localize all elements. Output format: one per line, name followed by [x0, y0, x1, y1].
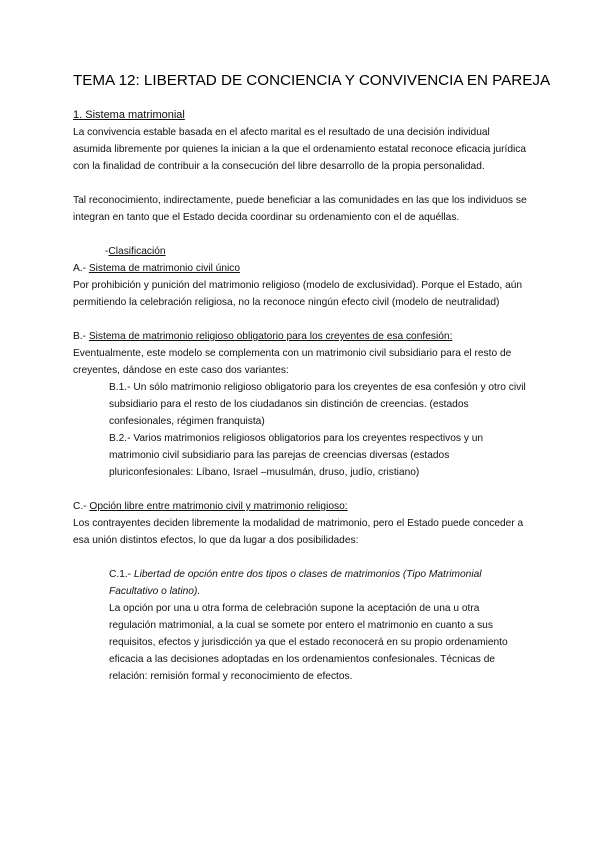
heading-c1-label: Libertad de opción entre dos tipos o clases de matrimonios (Tipo Matrimonial Facultativo o latino). [109, 569, 482, 597]
heading-c1 [73, 566, 528, 600]
heading-a-label: Sistema de matrimonio civil único [88, 263, 241, 274]
document-title: TEMA 12: LIBERTAD DE CONCIENCIA Y CONVIVENCIA EN PAREJA [73, 72, 551, 89]
paragraph-b1: B.1.- Un sólo matrimonio religioso obligatorio para los creyentes de esa confesión y otro civil subsidiario para el resto de los ciudadanos sin distinción de creencias. (estados confesionales, régimen franquista) [109, 382, 526, 427]
document-page [73, 72, 551, 685]
section-heading-sistema-matrimonial: 1. Sistema matrimonial [73, 109, 185, 121]
clasificacion-prefix: - [105, 246, 109, 257]
heading-a [73, 260, 528, 277]
paragraph-c1: La opción por una u otra forma de celebración supone la aceptación de una u otra regulación matrimonial, a la cual se somete por entero el matrimonio en cuanto a sus requisitos, efectos y jurisdicción ya que el estado reconocerá en su propio ordenamiento eficacia a las decisiones adoptadas en los ordenamientos confesionales. Técnicas de relación: remisión formal y reconocimiento de efectos. [109, 603, 508, 682]
paragraph-b: Eventualmente, este modelo se complementa con un matrimonio civil subsidiario para el resto de creyentes, dándose en este caso dos variantes: [73, 348, 512, 376]
clasificacion-label: Clasificación [108, 246, 166, 257]
heading-c-label: Opción libre entre matrimonio civil y matrimonio religioso: [89, 501, 348, 512]
paragraph-convivencia: La convivencia estable basada en el afecto marital es el resultado de una decisión individual asumida libremente por quienes la inician a la que el ordenamiento estatal reconoce eficacia jurídica con la finalidad de contribuir a la consecución del libre desarrollo de la propia personalidad. [73, 127, 527, 172]
heading-a-prefix: A.- [73, 263, 89, 274]
heading-b-prefix: B.- [73, 331, 89, 342]
paragraph-reconocimiento: Tal reconocimiento, indirectamente, puede beneficiar a las comunidades en las que los individuos se integran en tanto que el Estado decida coordinar su ordenamiento con el de aquéllas. [73, 195, 527, 223]
heading-c [73, 498, 528, 515]
heading-c1-prefix: C.1.- [109, 569, 134, 580]
paragraph-c: Los contrayentes deciden libremente la modalidad de matrimonio, pero el Estado puede conceder a esa unión distintos efectos, lo que da lugar a dos posibilidades: [73, 518, 524, 546]
heading-c-prefix: C.- [73, 501, 90, 512]
paragraph-b2: B.2.- Varios matrimonios religiosos obligatorios para los creyentes respectivos y un matrimonio civil subsidiario para las parejas de creencias diversas (estados pluriconfesionales: Líbano, Israel –musulmán, druso, judío, cristiano) [109, 433, 484, 478]
heading-b [73, 328, 528, 345]
paragraph-a: Por prohibición y punición del matrimonio religioso (modelo de exclusividad). Porque el Estado, aún permitiendo la celebración religiosa, no la reconoce ningún efecto civil (modelo de neutralidad) [73, 280, 523, 308]
clasificacion-heading [73, 243, 528, 260]
heading-b-label: Sistema de matrimonio religioso obligatorio para los creyentes de esa confesión: [88, 331, 453, 342]
